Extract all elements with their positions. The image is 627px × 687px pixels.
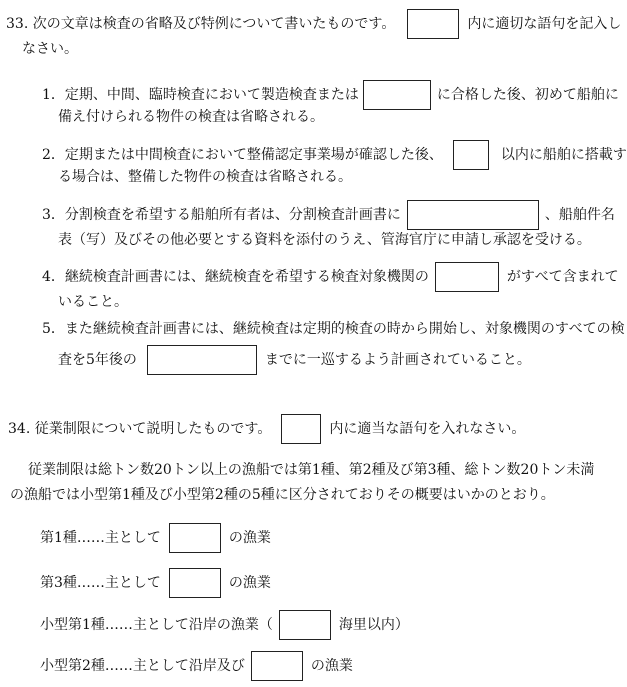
- q34-header-text-2: 内に適当な語句を入れなさい。: [329, 421, 526, 437]
- q34-row-small2-text: 小型第2種……主として沿岸及び: [40, 658, 245, 674]
- q33-header-line2: [22, 40, 78, 58]
- q33-item3-text-2: 、船舶件名: [544, 207, 615, 223]
- q33-item5-line2: [58, 345, 531, 375]
- q33-header-text: 33. 次の文章は検査の省略及び特例について書いたものです。: [6, 16, 396, 32]
- q33-item2-text: 2．定期または中間検査において整備認定事業場が確認した後、: [42, 147, 443, 163]
- q33-header-text-3: なさい。: [22, 41, 78, 57]
- q34-row-type3-text-2: の漁業: [228, 575, 271, 591]
- q34-row-type3-blank: [169, 568, 221, 598]
- q34-row-small2-blank: [251, 651, 303, 681]
- q33-item2-blank: [453, 140, 489, 170]
- q33-item1-text-2: に合格した後、初めて船舶に: [436, 87, 619, 103]
- q34-header-text: 34. 従業制限について説明したものです。: [8, 421, 272, 437]
- q34-row-small1: [40, 610, 409, 640]
- q33-item5-blank: [147, 345, 257, 375]
- q33-item4-blank: [435, 262, 499, 292]
- q33-item3-text: 3．分割検査を希望する船舶所有者は、分割検査計画書に: [42, 207, 401, 223]
- q34-paragraph-line2: [10, 486, 555, 504]
- q33-item4-line2: [58, 293, 128, 311]
- q33-header: [6, 9, 621, 39]
- q34-row-small1-text-2: 海里以内）: [338, 617, 409, 633]
- q33-header-blank: [407, 9, 459, 39]
- q34-header-blank: [281, 414, 321, 444]
- q33-item1: [42, 80, 619, 110]
- q33-item5-text: 5．また継続検査計画書には、継続検査は定期的検査の時から開始し、対象機関のすべての検: [42, 321, 625, 337]
- q34-row-type3: [40, 568, 271, 598]
- q33-item3-blank: [407, 200, 539, 230]
- q34-paragraph-line1: [28, 461, 594, 479]
- q34-header: [8, 414, 525, 444]
- q33-item1-text: 1．定期、中間、臨時検査において製造検査または: [42, 87, 359, 103]
- q34-row-small1-blank: [279, 610, 331, 640]
- q34-row-type1-blank: [169, 523, 221, 553]
- q33-item2: [42, 140, 627, 170]
- q34-row-type3-text: 第3種……主として: [40, 575, 161, 591]
- q33-item2-text-2: 以内に船舶に搭載す: [500, 147, 627, 163]
- q33-item5-text-3: までに一巡するよう計画されていること。: [264, 352, 531, 368]
- q34-row-type1: [40, 523, 271, 553]
- q34-row-small1-text: 小型第1種……主として沿岸の漁業（: [40, 617, 273, 633]
- q33-header-text-2: 内に適切な語句を記入し: [467, 16, 622, 32]
- q33-item4-text: 4．継続検査計画書には、継続検査を希望する検査対象機関の: [42, 269, 429, 285]
- q33-item4: [42, 262, 619, 292]
- q33-item2-line2: [58, 168, 352, 186]
- q33-item3-text-3: 表（写）及びその他必要とする資料を添付のうえ、管海官庁に申請し承認を受ける。: [58, 232, 591, 248]
- q33-item4-text-2: がすべて含まれて: [506, 269, 619, 285]
- q33-item1-line2: [58, 108, 324, 126]
- q33-item1-text-3: 備え付けられる物件の検査は省略される。: [58, 109, 324, 125]
- q33-item3: [42, 200, 615, 230]
- q33-item5: [42, 320, 625, 338]
- q34-paragraph-text-2: の漁船では小型第1種及び小型第2種の5種に区分されておりその概要はいかのとおり。: [10, 487, 555, 503]
- q34-row-small2: [40, 651, 353, 681]
- q33-item3-line2: [58, 231, 591, 249]
- q34-row-type1-text: 第1種……主として: [40, 530, 161, 546]
- q34-row-type1-text-2: の漁業: [228, 530, 271, 546]
- q33-item1-blank: [363, 80, 431, 110]
- q33-item2-text-3: る場合は、整備した物件の検査は省略される。: [58, 169, 352, 185]
- q33-item4-text-3: いること。: [58, 294, 128, 310]
- q33-item5-text-2: 査を5年後の: [58, 352, 137, 368]
- q34-paragraph-text: 従業制限は総トン数20トン以上の漁船では第1種、第2種及び第3種、総トン数20トン未満: [28, 462, 595, 478]
- q34-row-small2-text-2: の漁業: [310, 658, 353, 674]
